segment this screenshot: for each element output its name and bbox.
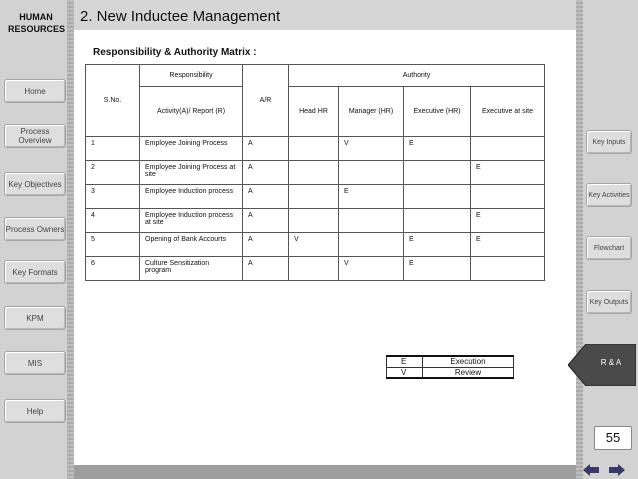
legend-key: E	[387, 356, 423, 367]
cell-executive-hr	[404, 209, 471, 233]
nav-label: KPM	[26, 313, 44, 323]
header-authority: Authority	[289, 65, 545, 87]
table-row	[86, 209, 545, 233]
nav-process-overview-button[interactable]	[4, 124, 66, 148]
cell-sno: 1	[86, 137, 140, 161]
cell-activity: Culture Sensitization program	[140, 257, 243, 281]
nav-home-button[interactable]	[4, 79, 66, 103]
cell-manager-hr	[339, 209, 404, 233]
cell-manager-hr	[339, 161, 404, 185]
cell-activity: Employee Joining Process	[140, 137, 243, 161]
nav-key-inputs-button[interactable]	[586, 130, 632, 154]
nav-help-button[interactable]	[4, 399, 66, 423]
nav-label: Key Outputs	[589, 298, 629, 306]
cell-executive-site: E	[471, 209, 545, 233]
nav-label: MIS	[27, 358, 43, 368]
cell-sno: 3	[86, 185, 140, 209]
nav-label: Key Objectives	[8, 179, 62, 189]
table-row	[86, 161, 545, 185]
legend-row	[387, 356, 514, 367]
cell-ar: A	[243, 185, 289, 209]
brand-label	[8, 4, 64, 46]
page-title: 2. New Inductee Management	[80, 8, 281, 25]
cell-head-hr: V	[289, 233, 339, 257]
table-row	[86, 257, 545, 281]
cell-executive-hr	[404, 161, 471, 185]
page-number: 55	[594, 426, 632, 450]
nav-label: Help	[26, 406, 44, 416]
table-row	[86, 233, 545, 257]
header-executive-hr: Executive (HR)	[404, 87, 471, 137]
ra-matrix-table	[85, 64, 545, 281]
cell-executive-hr	[404, 185, 471, 209]
nav-label: Key Inputs	[592, 138, 626, 146]
cell-executive-hr: E	[404, 233, 471, 257]
cell-manager-hr: V	[339, 137, 404, 161]
forward-arrow-icon[interactable]	[609, 464, 625, 476]
legend-table	[386, 355, 514, 379]
cell-manager-hr: V	[339, 257, 404, 281]
cell-head-hr	[289, 137, 339, 161]
header-head-hr: Head HR	[289, 87, 339, 137]
cell-activity: Employee Induction process	[140, 185, 243, 209]
nav-label: Key Activities	[588, 191, 630, 199]
nav-key-activities-button[interactable]	[586, 183, 632, 207]
cell-head-hr	[289, 209, 339, 233]
nav-ra-label: R & A	[600, 358, 622, 367]
cell-head-hr	[289, 161, 339, 185]
back-arrow-icon[interactable]	[583, 464, 599, 476]
header-sno: S.No.	[86, 65, 140, 137]
cell-sno: 5	[86, 233, 140, 257]
nav-kpm-button[interactable]	[4, 306, 66, 330]
legend-key: V	[387, 367, 423, 378]
cell-head-hr	[289, 257, 339, 281]
nav-key-formats-button[interactable]	[4, 260, 66, 284]
cell-ar: A	[243, 137, 289, 161]
legend-value: Execution	[423, 356, 514, 367]
cell-head-hr	[289, 185, 339, 209]
cell-executive-site: E	[471, 161, 545, 185]
cell-sno: 4	[86, 209, 140, 233]
cell-executive-hr: E	[404, 257, 471, 281]
brand-line2: RESOURCES	[8, 24, 66, 34]
cell-executive-site: E	[471, 233, 545, 257]
nav-flowchart-button[interactable]	[586, 236, 632, 260]
nav-label: Flowchart	[593, 244, 625, 252]
nav-label: Process Overview	[18, 127, 52, 145]
nav-mis-button[interactable]	[4, 351, 66, 375]
header-ar: A/R	[243, 65, 289, 137]
cell-ar: A	[243, 233, 289, 257]
cell-executive-hr: E	[404, 137, 471, 161]
nav-label: Key Formats	[12, 267, 58, 277]
nav-key-objectives-button[interactable]	[4, 172, 66, 196]
header-manager-hr: Manager (HR)	[339, 87, 404, 137]
cell-activity: Employee Joining Process at site	[140, 161, 243, 185]
nav-label: Process Owners	[5, 224, 65, 234]
cell-ar: A	[243, 161, 289, 185]
cell-sno: 6	[86, 257, 140, 281]
sidebar-stripe	[67, 0, 74, 479]
legend-row	[387, 367, 514, 378]
table-row	[86, 185, 545, 209]
brand-line1: HUMAN	[19, 12, 53, 22]
cell-executive-site	[471, 185, 545, 209]
cell-activity: Employee Induction process at site	[140, 209, 243, 233]
nav-label: Home	[24, 86, 46, 96]
cell-executive-site	[471, 257, 545, 281]
header-activity: Activity(A)/ Report (R)	[140, 87, 243, 137]
cell-sno: 2	[86, 161, 140, 185]
header-responsibility: Responsibility	[140, 65, 243, 87]
sidebar-stripe	[576, 0, 583, 479]
cell-activity: Opening of Bank Accourts	[140, 233, 243, 257]
matrix-title: Responsibility & Authority Matrix :	[93, 47, 257, 58]
nav-process-owners-button[interactable]	[4, 217, 66, 241]
cell-ar: A	[243, 257, 289, 281]
legend-value: Review	[423, 367, 514, 378]
table-row	[86, 137, 545, 161]
nav-key-outputs-button[interactable]	[586, 290, 632, 314]
footer-band	[74, 465, 576, 479]
cell-ar: A	[243, 209, 289, 233]
header-executive-site: Executive at site	[471, 87, 545, 137]
cell-manager-hr: E	[339, 185, 404, 209]
cell-executive-site	[471, 137, 545, 161]
cell-manager-hr	[339, 233, 404, 257]
